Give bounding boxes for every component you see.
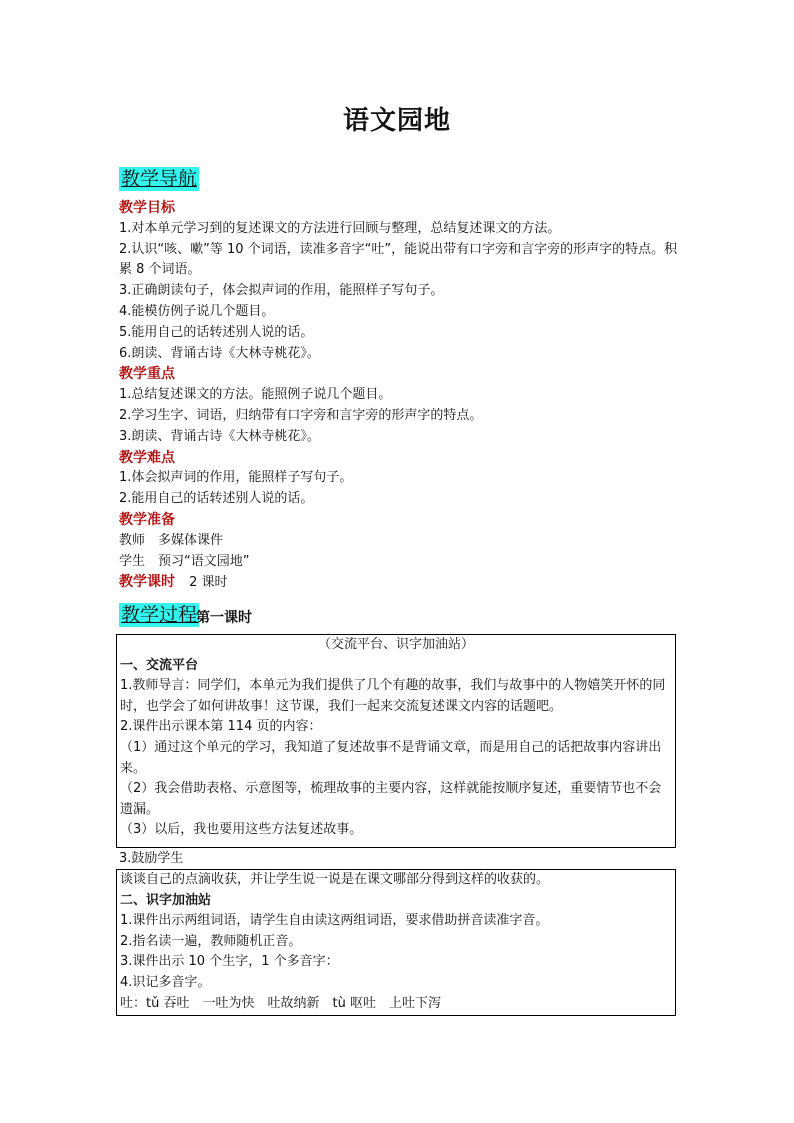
box-line: 4.识记多音字。 bbox=[120, 974, 211, 990]
goal-item: 2.认识“咳、嗽”等 10 个词语，读准多音字“吐”，能说出带有口字旁和言字旁的形声字的特点。积累 8 个词语。 bbox=[119, 241, 678, 278]
prep-teacher: 教师 多媒体课件 bbox=[119, 532, 224, 548]
page-title: 语文园地 bbox=[342, 106, 451, 136]
goal-item: 5.能用自己的话转述别人说的话。 bbox=[119, 324, 314, 340]
box-line: （3）以后，我也要用这些方法复述故事。 bbox=[120, 822, 363, 838]
box-line: （2）我会借助表格、示意图等，梳理故事的主要内容，这样就能按顺序复述，重要情节也不会遗漏。 bbox=[120, 781, 662, 817]
goal-item: 3.正确朗读句子，体会拟声词的作用，能照样子写句子。 bbox=[119, 283, 444, 299]
literacy-box bbox=[116, 869, 676, 1016]
lesson-label: 第一课时 bbox=[196, 610, 252, 626]
difficulties-heading: 教学难点 bbox=[119, 449, 175, 466]
box-line: 吐：tǔ 吞吐 一吐为快 吐故纳新 tù 呕吐 上吐下泻 bbox=[120, 995, 441, 1011]
difficulty-item: 2.能用自己的话转述别人说的话。 bbox=[119, 491, 314, 507]
box-caption: （交流平台、识字加油站） bbox=[317, 637, 474, 652]
section-heading: 二、识字加油站 bbox=[120, 892, 212, 908]
box-line: 谈谈自己的点滴收获，并让学生说一说是在课文哪部分得到这样的收获的。 bbox=[120, 872, 550, 887]
prep-heading: 教学准备 bbox=[119, 511, 175, 528]
hours-row bbox=[119, 572, 679, 594]
hours-value: 2 课时 bbox=[189, 575, 228, 591]
nav-heading: 教学导航 bbox=[121, 168, 198, 190]
key-point-item: 2.学习生字、词语，归纳带有口字旁和言字旁的形声字的特点。 bbox=[119, 407, 483, 423]
goals-heading: 教学目标 bbox=[119, 200, 175, 216]
key-point-item: 1.总结复述课文的方法。能照例子说几个题目。 bbox=[119, 387, 392, 403]
process-heading: 教学过程 bbox=[121, 604, 198, 626]
goal-item: 4.能模仿例子说几个题目。 bbox=[119, 303, 275, 319]
lesson-overview bbox=[119, 198, 679, 594]
hours-heading: 教学课时 bbox=[119, 574, 175, 591]
goal-item: 6.朗读、背诵古诗《大林寺桃花》。 bbox=[119, 345, 320, 361]
box-line: （1）通过这个单元的学习，我知道了复述故事不是背诵文章，而是用自己的话把故事内容讲出来。 bbox=[120, 739, 662, 776]
encourage-line: 3.鼓励学生 bbox=[119, 851, 184, 866]
box-line: 3.课件出示 10 个生字，1 个多音字： bbox=[120, 954, 339, 970]
key-points-heading: 教学重点 bbox=[119, 366, 175, 383]
difficulty-item: 1.体会拟声词的作用，能照样子写句子。 bbox=[119, 470, 353, 486]
box-line: 1.课件出示两组词语，请学生自由读这两组词语，要求借助拼音读准字音。 bbox=[120, 913, 549, 929]
goal-item: 1.对本单元学习到的复述课文的方法进行回顾与整理，总结复述课文的方法。 bbox=[119, 220, 561, 236]
box-line: 2.指名读一遍，教师随机正音。 bbox=[120, 933, 302, 949]
box-line: 2.课件出示课本第 114 页的内容： bbox=[120, 719, 322, 735]
key-point-item: 3.朗读、背诵古诗《大林寺桃花》。 bbox=[119, 428, 320, 444]
box-line: 1.教师导言：同学们，本单元为我们提供了几个有趣的故事，我们与故事中的人物嬉笑开怀的同时，也学会了如何讲故事！这节课，我们一起来交流复述课文内容的话题吧。 bbox=[120, 678, 666, 714]
exchange-platform-box bbox=[116, 634, 676, 848]
section-heading: 一、交流平台 bbox=[120, 657, 199, 673]
prep-student: 学生 预习“语文园地” bbox=[119, 553, 250, 569]
